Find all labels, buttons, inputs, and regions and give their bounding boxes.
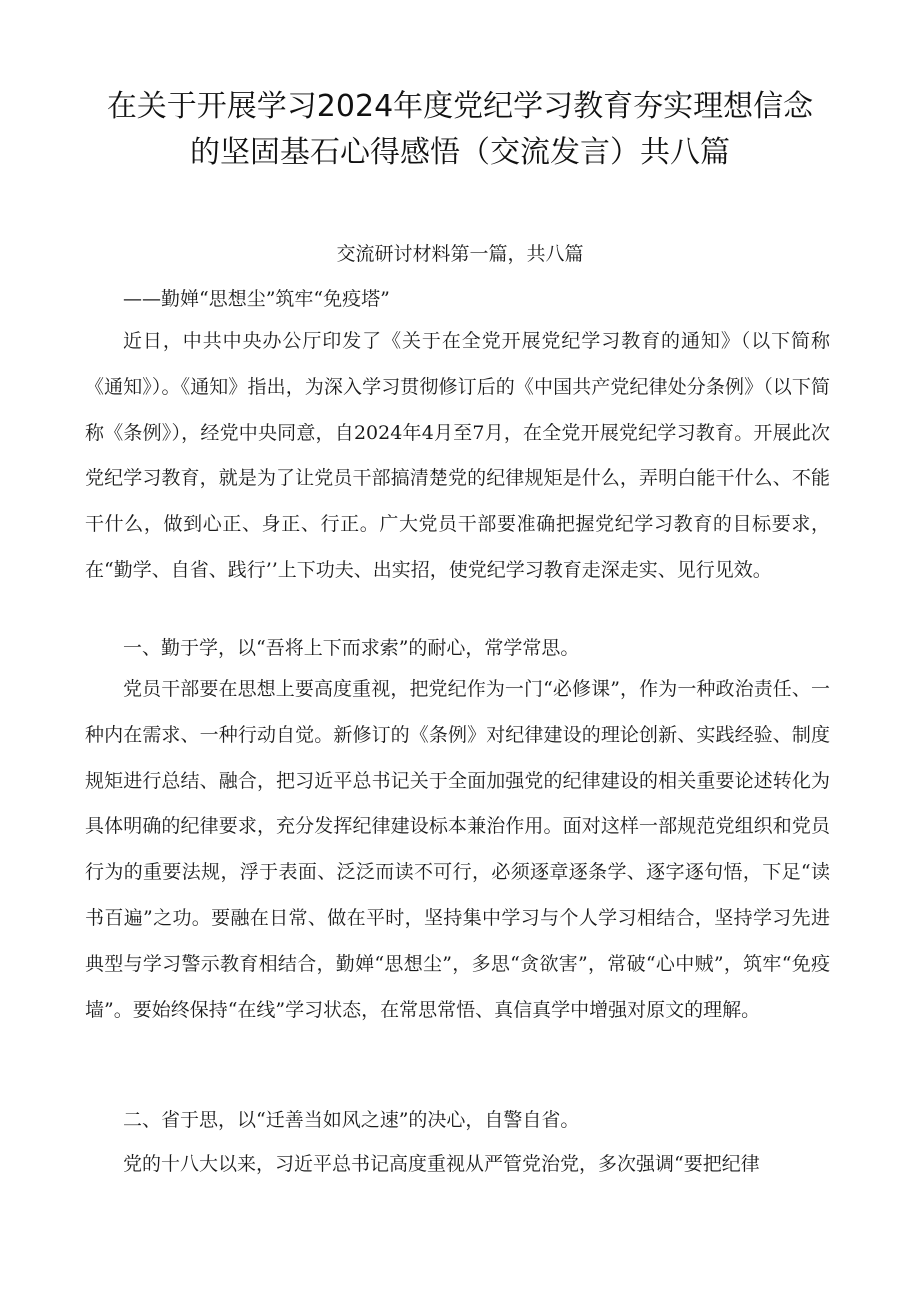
- dash-heading: ——勤婵“思想尘”筑牢“免疫塔”: [123, 288, 390, 310]
- document-subtitle: 交流研讨材料第一篇，共八篇: [336, 243, 584, 265]
- section-heading-2: 二、省于思，以“迁善当如风之速”的决心，自警自省。: [123, 1109, 580, 1131]
- paragraph-section-1: 党员干部要在思想上要高度重视，把党纪作为一门“必修课”，作为一种政治责任、一种内在需求、一种行动自觉。新修订的《条例》对纪律建设的理论创新、实践经验、制度规矩进行总结、融合，把习近平总书记关于全面加强党的纪律建设的相关重要论述转化为具体明确的纪律要求，充分发挥纪律建设标本兼治作用。面对这样一部规范党组织和党员行为的重要法规，浮于表面、泛泛而读不可行，必须逐章逐条学、逐字逐句悟，下足“读书百遍”之功。要融在日常、做在平时，坚持集中学习与个人学习相结合，坚持学习先进典型与学习警示教育相结合，勤婵“思想尘”，多思“贪欲害”，常破“心中贼”，筑牢“免疫墙”。要始终保持“在线”学习状态，在常思常悟、真信真学中增强对原文的理解。: [85, 678, 830, 1021]
- paragraph-intro: 近日，中共中央办公厅印发了《关于在全党开展党纪学习教育的通知》（以下简称《通知》）。《通知》指出，为深入学习贯彻修订后的《中国共产党纪律处分条例》（以下简称《条例》），经党中央同意，自2024年4月至7月，在全党开展党纪学习教育。开展此次党纪学习教育，就是为了让党员干部搞清楚党的纪律规矩是什么，弄明白能干什么、不能干什么，做到心正、身正、行正。广大党员干部要准确把握党纪学习教育的目标要求，在“勤学、自省、践行’’上下功夫、出实招，使党纪学习教育走深走实、见行见效。: [85, 330, 830, 581]
- section-heading-1: 一、勤于学，以“吾将上下而求索”的耐心，常学常思。: [123, 637, 580, 659]
- document-title-line-2: 的坚固基石心得感悟（交流发言）共八篇: [190, 135, 730, 170]
- paragraph-section-2: 党的十八大以来，习近平总书记高度重视从严管党治党，多次强调“要把纪律: [123, 1153, 760, 1175]
- document-title-line-1: 在关于开展学习2024年度党纪学习教育夯实理想信念: [106, 89, 814, 124]
